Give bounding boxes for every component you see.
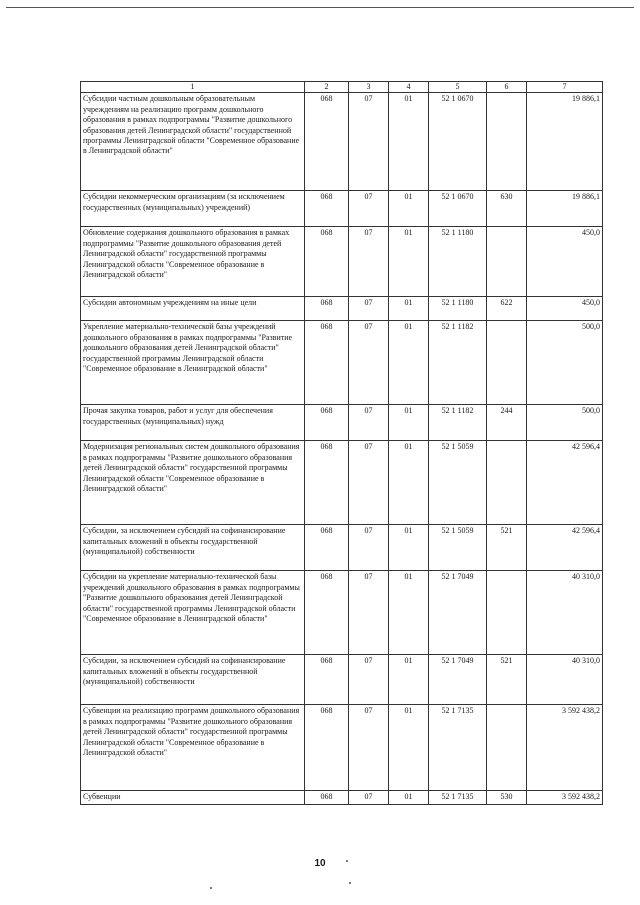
row-target-code: 52 1 1180 [429, 297, 487, 321]
row-amount: 40 310,0 [527, 655, 603, 705]
row-name: Субсидии, за исключением субсидий на софинансирование капитальных вложений в объекты государственной (муниципальной) собственности [81, 525, 305, 571]
row-target-code: 52 1 5059 [429, 441, 487, 525]
row-ministry-code: 068 [305, 297, 349, 321]
row-name: Субсидии на укрепление материально-технической базы учреждений дошкольного образования в рамках подпрограммы "Развитие дошкольного образования детей Ленинградской области" государственной программы Ленинградской области "Современное образование в Ленинградской области" [81, 571, 305, 655]
row-section-code: 07 [349, 297, 389, 321]
table-row [81, 705, 603, 791]
row-section-code: 07 [349, 571, 389, 655]
row-amount: 3 592 438,2 [527, 705, 603, 791]
row-subsection-code: 01 [389, 571, 429, 655]
row-expense-type: 521 [487, 655, 527, 705]
row-name: Субсидии, за исключением субсидий на софинансирование капитальных вложений в объекты государственной (муниципальной) собственности [81, 655, 305, 705]
row-target-code: 52 1 0670 [429, 93, 487, 191]
row-target-code: 52 1 7135 [429, 705, 487, 791]
row-name: Субсидии некоммерческим организациям (за исключением государственных (муниципальных) учреждений) [81, 191, 305, 227]
row-name: Субвенции [81, 791, 305, 805]
row-amount: 19 886,1 [527, 93, 603, 191]
table-row [81, 405, 603, 441]
row-subsection-code: 01 [389, 191, 429, 227]
row-ministry-code: 068 [305, 655, 349, 705]
row-target-code: 52 1 0670 [429, 191, 487, 227]
row-name: Субвенции на реализацию программ дошкольного образования в рамках подпрограммы "Развитие дошкольного образования детей Ленинградской области" государственной программы Ленинградской области "Современное образование в Ленинградской области" [81, 705, 305, 791]
table-row [81, 571, 603, 655]
row-name: Укрепление материально-технической базы учреждений дошкольного образования в рамках подпрограммы "Развитие дошкольного образования детей Ленинградской области" государственной программы Ленинградской области "Современное образование в Ленинградской области" [81, 321, 305, 405]
header-row [81, 82, 603, 93]
row-amount: 42 596,4 [527, 441, 603, 525]
row-section-code: 07 [349, 321, 389, 405]
row-name: Обновление содержания дошкольного образования в рамках подпрограммы "Развитие дошкольного образования детей Ленинградской области" государственной программы Ленинградской области "Современное образование в Ленинградской области" [81, 227, 305, 297]
scan-speck [349, 882, 351, 884]
row-name: Прочая закупка товаров, работ и услуг для обеспечения государственных (муниципальных) нужд [81, 405, 305, 441]
table-row [81, 227, 603, 297]
row-expense-type [487, 93, 527, 191]
row-section-code: 07 [349, 791, 389, 805]
budget-table [80, 81, 603, 805]
page-number: 10 [314, 858, 326, 869]
row-section-code: 07 [349, 525, 389, 571]
column-header-2: 2 [305, 82, 349, 93]
row-ministry-code: 068 [305, 791, 349, 805]
row-ministry-code: 068 [305, 525, 349, 571]
row-expense-type: 244 [487, 405, 527, 441]
scan-speck [210, 887, 212, 889]
table-row [81, 525, 603, 571]
row-section-code: 07 [349, 405, 389, 441]
row-section-code: 07 [349, 191, 389, 227]
row-section-code: 07 [349, 705, 389, 791]
row-subsection-code: 01 [389, 655, 429, 705]
row-subsection-code: 01 [389, 405, 429, 441]
row-target-code: 52 1 7135 [429, 791, 487, 805]
row-subsection-code: 01 [389, 705, 429, 791]
row-name: Субсидии автономным учреждениям на иные цели [81, 297, 305, 321]
row-expense-type [487, 227, 527, 297]
row-target-code: 52 1 5059 [429, 525, 487, 571]
row-expense-type [487, 321, 527, 405]
row-subsection-code: 01 [389, 791, 429, 805]
row-target-code: 52 1 1180 [429, 227, 487, 297]
table-row [81, 93, 603, 191]
scan-speck [346, 860, 348, 862]
row-expense-type: 622 [487, 297, 527, 321]
row-ministry-code: 068 [305, 441, 349, 525]
row-target-code: 52 1 7049 [429, 571, 487, 655]
row-expense-type: 521 [487, 525, 527, 571]
table-row [81, 441, 603, 525]
table-row [81, 655, 603, 705]
row-section-code: 07 [349, 93, 389, 191]
row-section-code: 07 [349, 655, 389, 705]
table-row [81, 791, 603, 805]
row-amount: 40 310,0 [527, 571, 603, 655]
row-target-code: 52 1 1182 [429, 405, 487, 441]
row-target-code: 52 1 7049 [429, 655, 487, 705]
column-header-4: 4 [389, 82, 429, 93]
row-ministry-code: 068 [305, 191, 349, 227]
row-target-code: 52 1 1182 [429, 321, 487, 405]
row-section-code: 07 [349, 441, 389, 525]
row-amount: 42 596,4 [527, 525, 603, 571]
row-ministry-code: 068 [305, 321, 349, 405]
row-subsection-code: 01 [389, 227, 429, 297]
row-amount: 450,0 [527, 297, 603, 321]
top-rule [6, 7, 634, 8]
row-subsection-code: 01 [389, 525, 429, 571]
table-row [81, 191, 603, 227]
row-amount: 3 592 438,2 [527, 791, 603, 805]
row-ministry-code: 068 [305, 571, 349, 655]
row-expense-type: 630 [487, 191, 527, 227]
column-header-5: 5 [429, 82, 487, 93]
row-ministry-code: 068 [305, 705, 349, 791]
row-expense-type [487, 571, 527, 655]
row-subsection-code: 01 [389, 441, 429, 525]
row-amount: 19 886,1 [527, 191, 603, 227]
row-amount: 450,0 [527, 227, 603, 297]
row-ministry-code: 068 [305, 93, 349, 191]
row-expense-type [487, 441, 527, 525]
column-header-1: 1 [81, 82, 305, 93]
row-name: Субсидии частным дошкольным образовательным учреждениям на реализацию программ дошкольного образования в рамках подпрограммы "Развитие дошкольного образования детей Ленинградской области" государственной программы Ленинградской области "Современное образование в Ленинградской области" [81, 93, 305, 191]
row-subsection-code: 01 [389, 297, 429, 321]
column-header-3: 3 [349, 82, 389, 93]
column-header-6: 6 [487, 82, 527, 93]
row-expense-type [487, 705, 527, 791]
row-subsection-code: 01 [389, 93, 429, 191]
row-subsection-code: 01 [389, 321, 429, 405]
column-header-7: 7 [527, 82, 603, 93]
row-ministry-code: 068 [305, 227, 349, 297]
row-expense-type: 530 [487, 791, 527, 805]
table-row [81, 297, 603, 321]
table-row [81, 321, 603, 405]
row-ministry-code: 068 [305, 405, 349, 441]
row-amount: 500,0 [527, 321, 603, 405]
row-amount: 500,0 [527, 405, 603, 441]
row-section-code: 07 [349, 227, 389, 297]
row-name: Модернизация региональных систем дошкольного образования в рамках подпрограммы "Развитие дошкольного образования детей Ленинградской области" государственной программы Ленинградской области "Современное образование в Ленинградской области" [81, 441, 305, 525]
